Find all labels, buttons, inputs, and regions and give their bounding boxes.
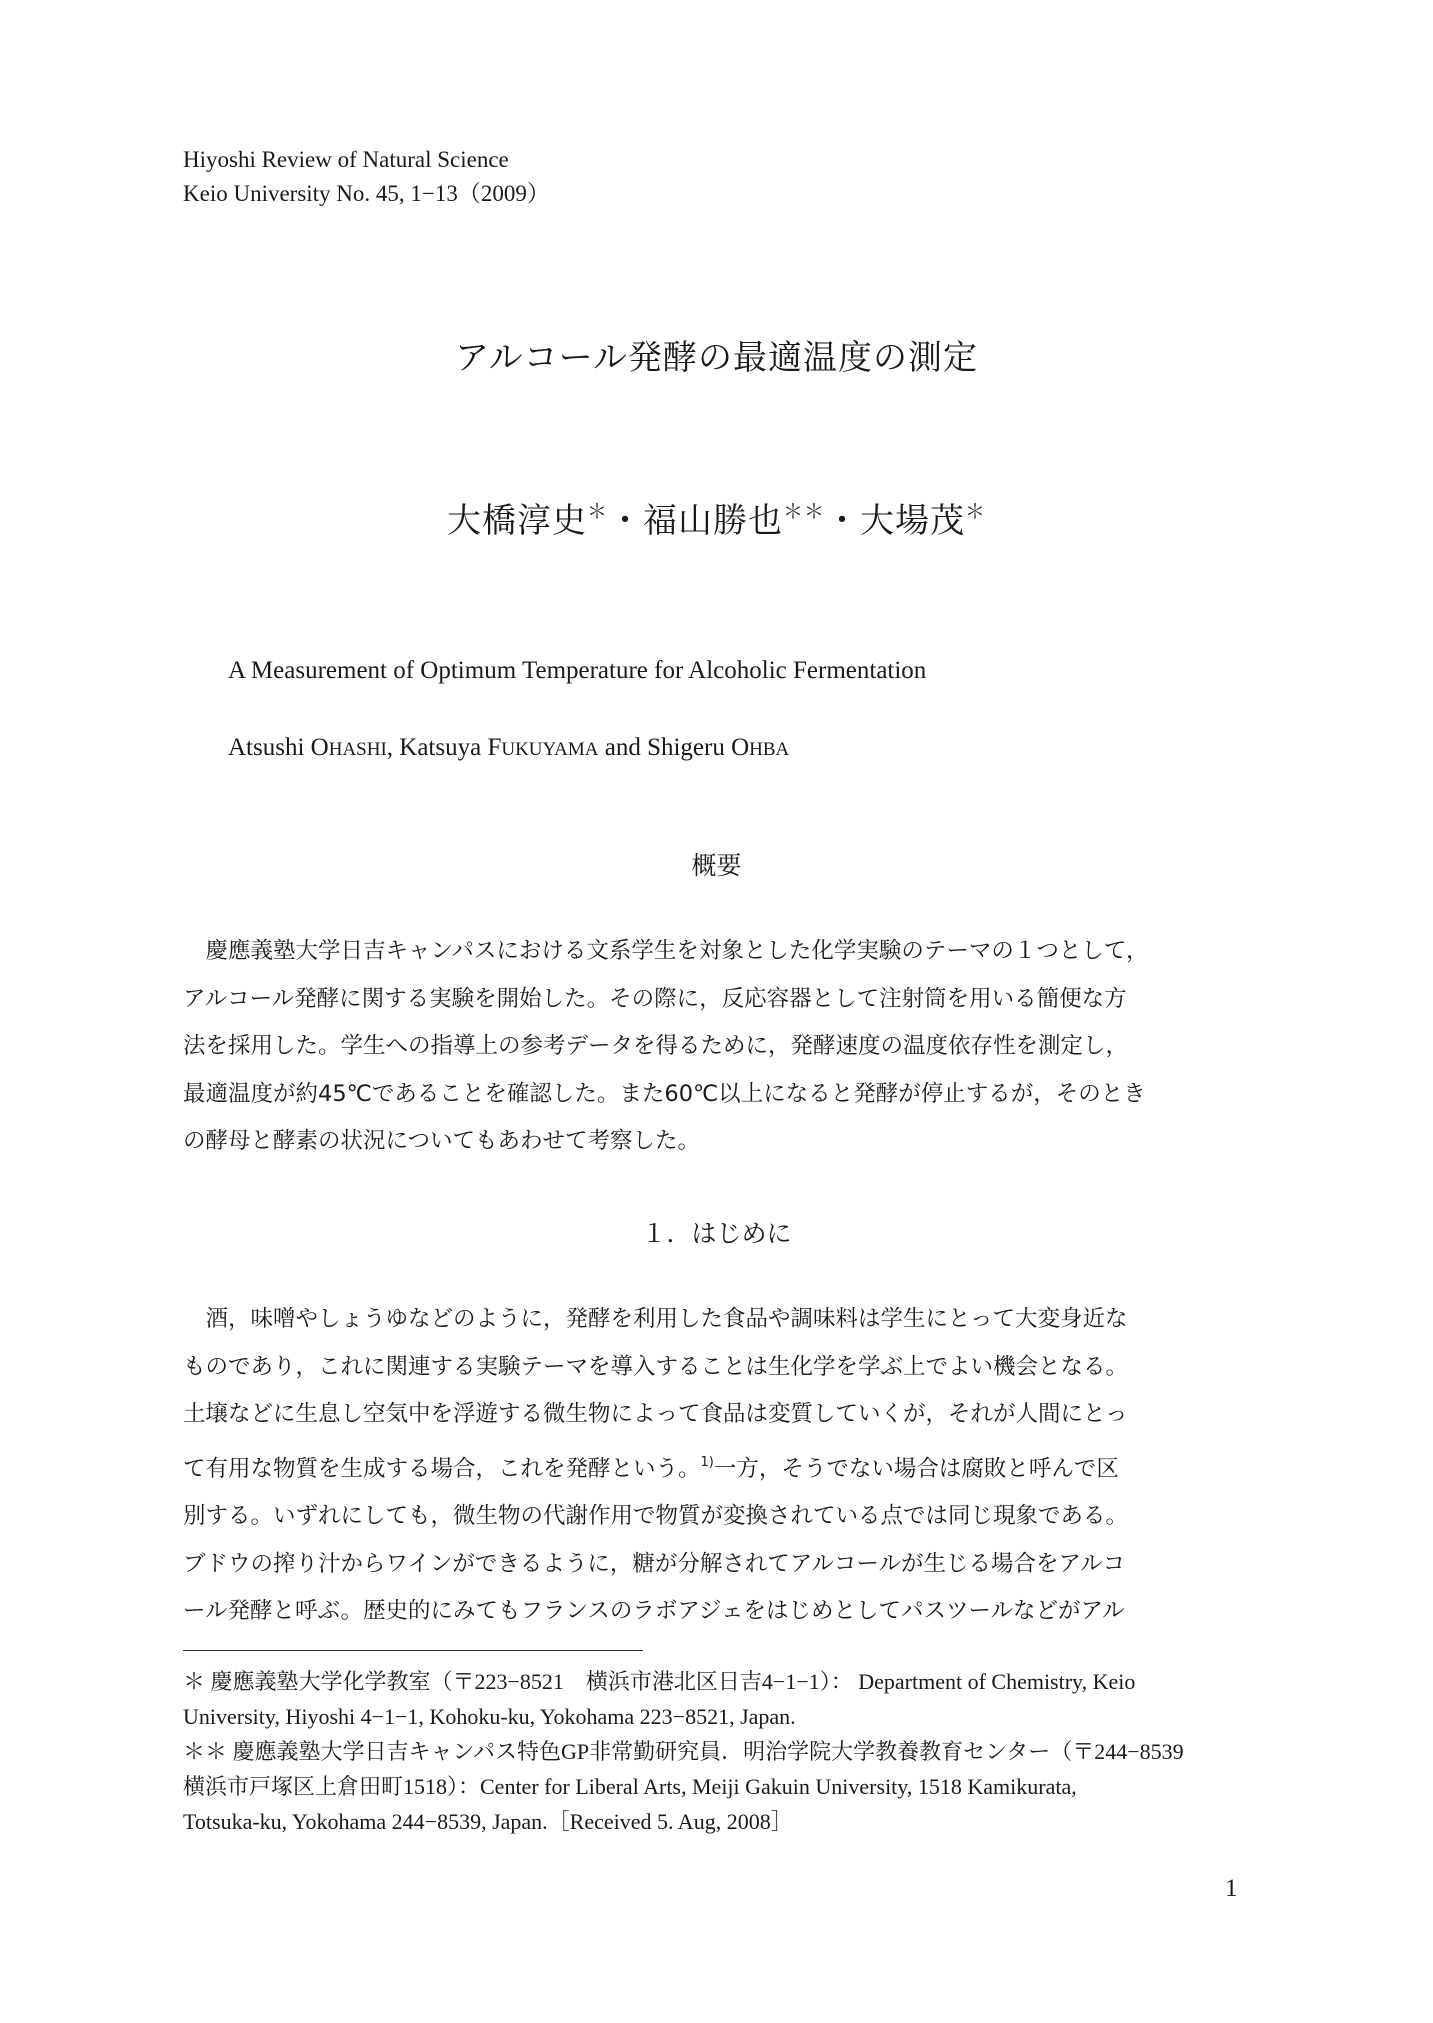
abstract-heading: 概要 <box>691 851 742 880</box>
author-name-smallcaps: HBA <box>749 739 790 760</box>
journal-header <box>183 143 550 211</box>
abstract-line: 最適温度が約45℃であることを確認した。また60℃以上になると発酵が停止するが，そのとき <box>183 1080 1146 1107</box>
footnote-line: 横浜市戸塚区上倉田町1518）：Center for Liberal Arts, Meiji Gakuin University, 1518 Kamikurata, <box>183 1774 1077 1799</box>
affiliation-mark: ＊ <box>965 499 986 523</box>
reference-marker[interactable]: 1) <box>700 1454 714 1470</box>
abstract-body <box>183 928 1263 1166</box>
footnote-divider <box>183 1650 643 1651</box>
journal-volume: Keio University No. 45, 1−13（2009） <box>183 181 550 206</box>
abstract-line: アルコール発酵に関する実験を開始した。その際に，反応容器として注射筒を用いる簡便な方 <box>183 985 1127 1012</box>
affiliation-mark: ＊ <box>587 499 608 523</box>
page-number: 1 <box>1225 1875 1238 1902</box>
affiliation-mark: ＊＊ <box>783 499 825 523</box>
author-ohashi-jp: 大橋淳史 <box>447 501 587 541</box>
japanese-title: アルコール発酵の最適温度の測定 <box>455 338 978 378</box>
body-text-segment: て有用な物質を生成する場合，これを発酵という。 <box>183 1455 701 1482</box>
footnote-line: University, Hiyoshi 4−1−1, Kohoku-ku, Yokohama 223−8521, Japan. <box>183 1704 796 1729</box>
abstract-line: の酵母と酵素の状況についてもあわせて考察した。 <box>183 1128 701 1154</box>
body-line: ール発酵と呼ぶ。歴史的にみてもフランスのラボアジェをはじめとしてパスツールなどがアル <box>183 1598 1125 1624</box>
section-heading-introduction: １．はじめに <box>641 1219 792 1248</box>
introduction-body <box>183 1296 1263 1636</box>
abstract-line: 法を採用した。学生への指導上の参考データを得るために，発酵速度の温度依存性を測定し， <box>183 1033 1129 1059</box>
body-line: ものであり，これに関連する実験テーマを導入することは生化学を学ぶ上でよい機会となる。 <box>183 1353 1129 1380</box>
author-name-part: and Shigeru O <box>598 734 750 761</box>
abstract-line: 慶應義塾大学日吉キャンパスにおける文系学生を対象とした化学実験のテーマの１つとして， <box>183 938 1149 964</box>
author-name-smallcaps: HASHI <box>328 739 387 760</box>
footnote-line: Totsuka-ku, Yokohama 244−8539, Japan.［Received 5. Aug, 2008］ <box>183 1809 793 1834</box>
author-name-smallcaps: UKUYAMA <box>501 739 599 760</box>
author-separator: ・ <box>608 501 643 541</box>
footnote-line: ＊ 慶應義塾大学化学教室（〒223−8521 横浜市港北区日吉4−1−1）： Department of Chemistry, Keio <box>183 1669 1136 1694</box>
body-text-segment: 一方，そうでない場合は腐敗と呼んで区 <box>713 1455 1119 1482</box>
body-line: ブドウの搾り汁からワインができるように，糖が分解されてアルコールが生じる場合をアルコ <box>183 1550 1126 1577</box>
english-title: A Measurement of Optimum Temperature for Alcoholic Fermentation <box>228 657 927 684</box>
footnote-line: ＊＊ 慶應義塾大学日吉キャンパス特色GP非常勤研究員．明治学院大学教養教育センター（〒244−8539 <box>183 1739 1184 1764</box>
japanese-authors <box>0 493 1433 542</box>
author-ohba-jp: 大場茂 <box>860 501 965 541</box>
author-name-part: , Katsuya F <box>386 734 502 761</box>
author-fukuyama-jp: 福山勝也 <box>643 501 783 541</box>
body-line <box>183 1439 1263 1494</box>
english-authors <box>228 734 789 762</box>
footnotes <box>183 1664 1263 1839</box>
body-line: 酒，味噌やしょうゆなどのように，発酵を利用した食品や調味料は学生にとって大変身近な <box>183 1306 1128 1332</box>
author-separator: ・ <box>825 501 860 541</box>
body-line: 別する。いずれにしても，微生物の代謝作用で物質が変換されている点では同じ現象である。 <box>183 1503 1129 1529</box>
journal-name: Hiyoshi Review of Natural Science <box>183 147 509 172</box>
body-line: 土壌などに生息し空気中を浮遊する微生物によって食品は変質していくが，それが人間にとっ <box>183 1401 1128 1427</box>
author-name-part: Atsushi O <box>228 734 329 761</box>
